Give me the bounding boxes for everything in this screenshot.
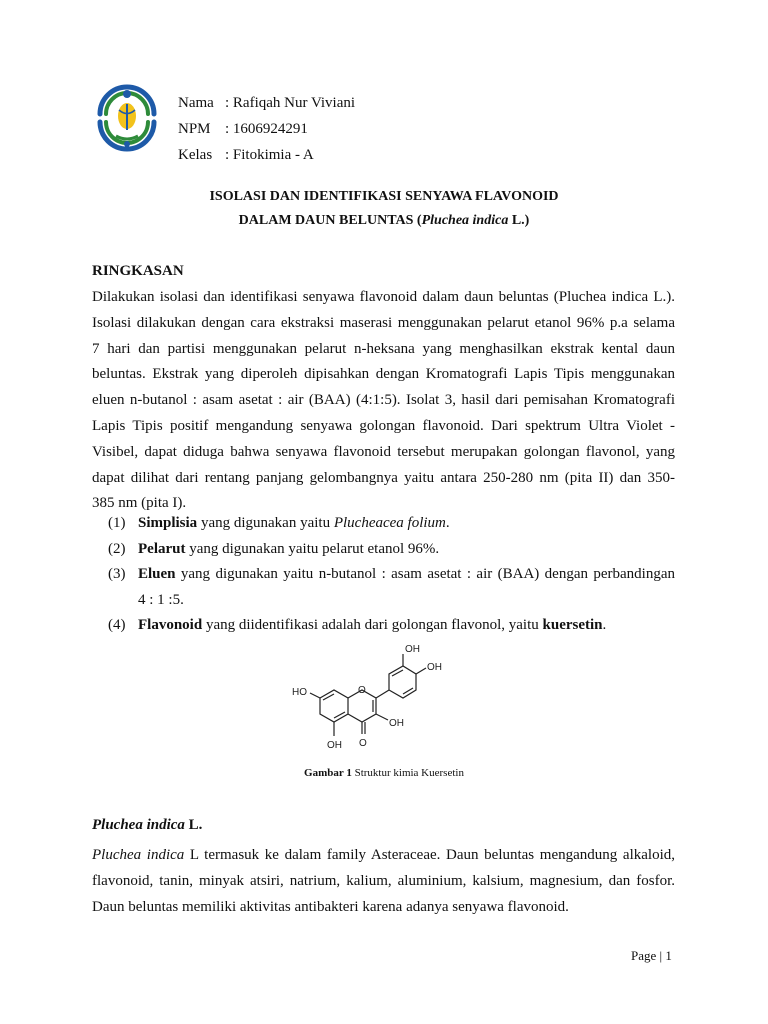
list-end: .	[445, 515, 450, 531]
summary-line: 385 nm (pita I).	[92, 495, 187, 512]
list-bold-term: kuersetin	[542, 617, 603, 633]
class-row	[178, 142, 355, 168]
title-post: L.)	[508, 213, 530, 228]
page-number: Page | 1	[631, 948, 672, 963]
section-heading-species: Pluchea indica	[92, 817, 185, 833]
list-term: Pelarut	[138, 540, 186, 557]
oh-label-top: OH	[405, 644, 420, 655]
name-row	[178, 90, 355, 116]
oh-label-3: OH	[389, 718, 404, 729]
list-term: Flavonoid	[138, 617, 203, 633]
list-end: .	[602, 617, 607, 633]
summary-line: 7 hari dan partisi menggunakan pelarut n-heksana yang menghasilkan ekstrak kental daun	[92, 340, 675, 357]
summary-line: Isolasi dilakukan dengan cara ekstraksi maserasi menggunakan pelarut etanol 96% p.a selama	[92, 314, 675, 331]
summary-line: dapat dilihat dari rentang panjang gelombangnya yaitu antara 250-280 nm (pita II) dan 350-	[92, 469, 675, 486]
npm-label: NPM	[178, 121, 211, 137]
list-text: yang diidentifikasi adalah dari golongan flavonol, yaitu	[202, 617, 543, 633]
ho-label-left: HO	[292, 687, 307, 698]
list-italic: Plucheacea folium	[333, 515, 446, 531]
summary-heading: RINGKASAN	[92, 263, 184, 279]
list-text: yang digunakan yaitu	[197, 515, 334, 531]
class-value: : Fitokimia - A	[225, 147, 314, 163]
pluchea-line-1: L termasuk ke dalam family Asteraceae. Daun beluntas mengandung alkaloid,	[184, 847, 675, 863]
summary-paragraph	[92, 285, 675, 517]
summary-line: Dilakukan isolasi dan identifikasi senyawa flavonoid dalam daun beluntas (Pluchea indica L.).	[92, 289, 675, 305]
list-number: (3)	[108, 566, 126, 582]
list-text: yang digunakan yaitu pelarut etanol 96%.	[185, 540, 440, 557]
ring-oxygen-label: O	[358, 685, 366, 696]
list-number: (4)	[108, 617, 126, 633]
class-label: Kelas	[178, 147, 213, 163]
list-number: (2)	[108, 540, 126, 557]
npm-value: : 1606924291	[225, 121, 308, 137]
university-logo	[92, 84, 162, 152]
list-number: (1)	[108, 515, 126, 531]
title-species: Pluchea indica	[421, 213, 509, 228]
list-term: Simplisia	[138, 515, 198, 531]
oh-label-5: OH	[327, 740, 342, 751]
summary-line: Visibel, dapat diduga bahwa senyawa flavonoid tersebut merupakan golongan flavonol, yang	[92, 443, 675, 460]
summary-line: Lapis Tipis positif mengandung senyawa golongan flavonoid. Dari spektrum Ultra Violet -	[92, 417, 675, 434]
list-item	[108, 562, 675, 613]
npm-row	[178, 116, 355, 142]
list-item	[108, 613, 675, 639]
keto-oxygen-label: O	[359, 738, 367, 749]
pluchea-species: Pluchea indica	[92, 847, 185, 863]
document-title-line1: ISOLASI DAN IDENTIFIKASI SENYAWA FLAVONOID	[209, 189, 559, 204]
pluchea-line-3: Daun beluntas memiliki aktivitas antibakteri karena adanya senyawa flavonoid.	[92, 898, 569, 915]
caption-label: Gambar 1	[304, 767, 352, 779]
quercetin-structure-diagram	[288, 640, 442, 758]
section-heading-rest: L.	[184, 817, 203, 833]
list-term: Eluen	[138, 566, 176, 582]
name-label: Nama	[178, 95, 214, 111]
section-heading-pluchea	[92, 817, 202, 834]
student-info	[178, 90, 355, 168]
title-pre: DALAM DAUN BELUNTAS (	[238, 213, 422, 228]
caption-text: Struktur kimia Kuersetin	[351, 767, 464, 779]
pluchea-paragraph	[92, 843, 675, 920]
findings-list	[108, 511, 675, 639]
document-title-line2	[0, 213, 768, 229]
name-value: : Rafiqah Nur Viviani	[225, 95, 356, 111]
list-continuation: 4 : 1 :5.	[138, 591, 184, 608]
figure-caption	[0, 767, 768, 779]
list-text: yang digunakan yaitu n-butanol : asam asetat : air (BAA) dengan perbandingan	[175, 566, 675, 582]
summary-line: beluntas. Ekstrak yang diperoleh dipisahkan dengan Kromatografi Lapis Tipis menggunakan	[92, 366, 675, 383]
list-item	[108, 537, 675, 563]
oh-label-right: OH	[427, 662, 442, 673]
summary-line: eluen n-butanol : asam asetat : air (BAA) (4:1:5). Isolat 3, hasil dari pemisahan Kromatografi	[92, 392, 675, 409]
pluchea-line-2: flavonoid, tanin, minyak atsiri, natrium, kalium, aluminium, kalsium, magnesium, dan fosfor.	[92, 872, 675, 889]
list-item	[108, 511, 675, 537]
